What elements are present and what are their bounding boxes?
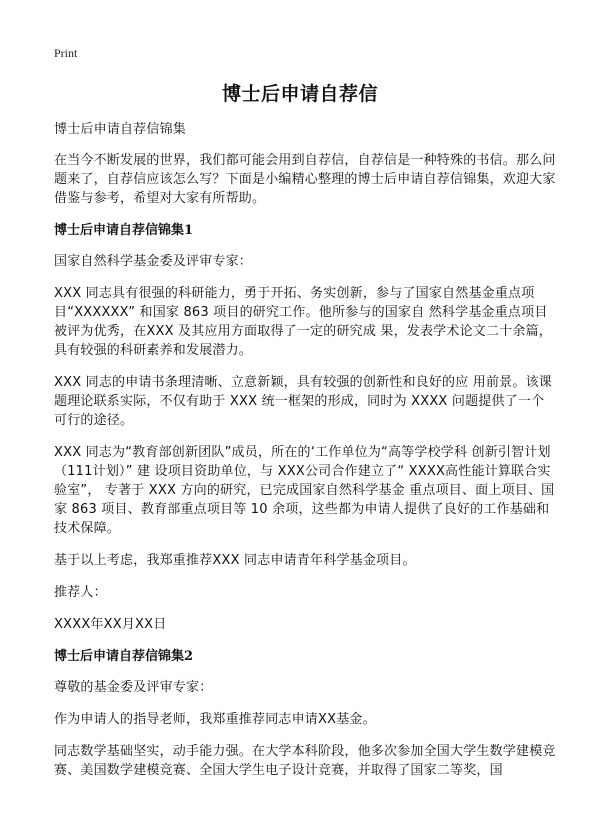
section-heading-2: 博士后申请自荐信锦集2 bbox=[54, 649, 194, 664]
page-title: 博士后申请自荐信 bbox=[221, 83, 378, 105]
salutation-2: 尊敬的基金委及评审专家： bbox=[54, 680, 213, 695]
paragraph-2-1: 作为申请人的指导老师，我郑重推荐同志申请XX基金。 bbox=[54, 712, 376, 727]
paragraph-1-3: XXX 同志为“教育部创新团队”成员，所在的‘工作单位为“高等学校学科 创新引智计划（111计划）” 建 设项目资助单位，与 XXX公司合作建立了“ XXXX高性能计算联合实验室”， 专著于 XXX 方向的研究，已完成国家自然科学基金 重点项目、面上项目、国家 863 项目、教育部重点项目等 10 余项，这些都为申请人提供了良好的工作基础和技术保障。 bbox=[54, 445, 555, 536]
section-heading-1: 博士后申请自荐信锦集1 bbox=[54, 223, 194, 238]
print-link[interactable]: Print bbox=[54, 46, 78, 60]
document-subtitle: 博士后申请自荐信锦集 bbox=[54, 122, 187, 137]
referee-label: 推荐人： bbox=[54, 585, 107, 600]
date-line: XXXX年XX月XX日 bbox=[54, 617, 167, 632]
paragraph-1-4: 基于以上考虑，我郑重推荐XXX 同志申请青年科学基金项目。 bbox=[54, 553, 416, 568]
document-body bbox=[54, 120, 556, 793]
salutation-1: 国家自然科学基金委及评审专家： bbox=[54, 254, 253, 269]
paragraph-1-1: XXX 同志具有很强的科研能力，勇于开拓、务实创新，参与了国家自然基金重点项目“XXXXXX” 和国家 863 项目的研究工作。他所参与的国家自 然科学基金重点项目被评为优秀，在XXX 及其应用方面取得了一定的研究成 果，发表学术论文二十余篇，具有较强的科研素养和发展潜力。 bbox=[54, 286, 552, 358]
paragraph-1-2: XXX 同志的申请书条理清晰、立意新颖，具有较强的创新性和良好的应 用前景。该课题理论联系实际，不仅有助于 XXX 统一框架的形成，同时为 XXXX 问题提供了一个可行的途径。 bbox=[54, 375, 552, 428]
intro-paragraph: 在当今不断发展的世界，我们都可能会用到自荐信，自荐信是一种特殊的书信。那么问题来了，自荐信应该怎么写？下面是小编精心整理的博士后申请自荐信锦集，欢迎大家借鉴与参考，希望对大家有所帮助。 bbox=[54, 153, 556, 206]
paragraph-2-2: 同志数学基础坚实，动手能力强。在大学本科阶段，他多次参加全国大学生数学建模竞赛、美国数学建模竞赛、全国大学生电子设计竞赛，并取得了国家二等奖，国 bbox=[54, 744, 556, 778]
